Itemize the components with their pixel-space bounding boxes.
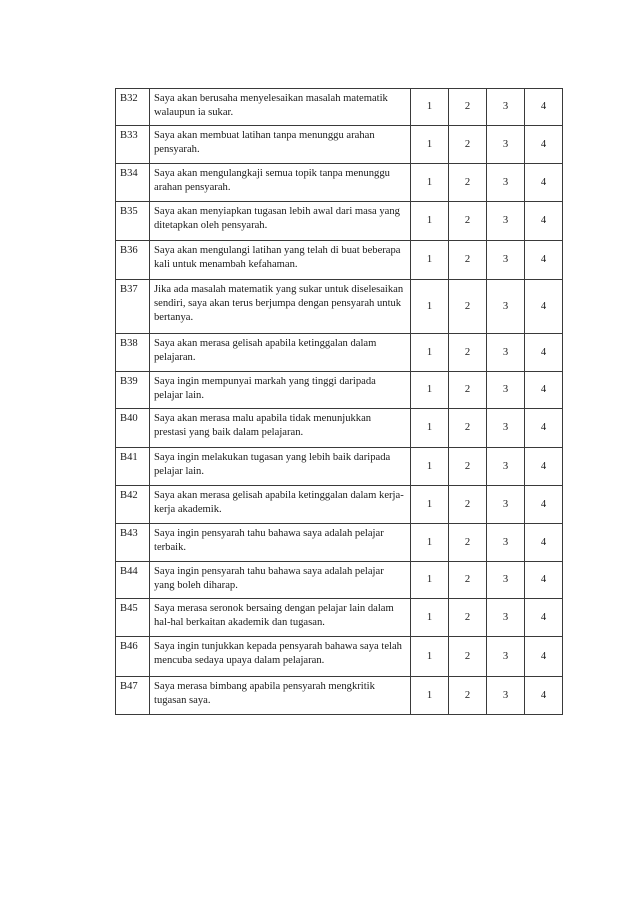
- item-statement: Saya akan mengulangkaji semua topik tanpa menunggu arahan pensyarah.: [150, 164, 411, 202]
- scale-option-1[interactable]: 1: [411, 89, 449, 126]
- item-statement: Saya akan merasa gelisah apabila ketinggalan dalam kerja-kerja akademik.: [150, 486, 411, 524]
- item-statement: Saya akan menyiapkan tugasan lebih awal dari masa yang ditetapkan oleh pensyarah.: [150, 202, 411, 241]
- table-row: [116, 164, 563, 202]
- scale-option-4[interactable]: 4: [525, 524, 563, 562]
- table-row: [116, 280, 563, 334]
- scale-option-1[interactable]: 1: [411, 448, 449, 486]
- item-code: B39: [116, 372, 150, 409]
- item-code: B36: [116, 241, 150, 280]
- scale-option-2[interactable]: 2: [449, 448, 487, 486]
- scale-option-2[interactable]: 2: [449, 89, 487, 126]
- table-row: [116, 524, 563, 562]
- scale-option-1[interactable]: 1: [411, 524, 449, 562]
- item-code: B34: [116, 164, 150, 202]
- item-statement: Saya merasa bimbang apabila pensyarah mengkritik tugasan saya.: [150, 677, 411, 715]
- item-code: B46: [116, 637, 150, 677]
- item-statement: Saya ingin pensyarah tahu bahawa saya adalah pelajar terbaik.: [150, 524, 411, 562]
- item-statement: Saya akan membuat latihan tanpa menunggu arahan pensyarah.: [150, 126, 411, 164]
- scale-option-2[interactable]: 2: [449, 562, 487, 599]
- item-statement: Saya ingin tunjukkan kepada pensyarah bahawa saya telah mencuba sedaya upaya dalam pelajaran.: [150, 637, 411, 677]
- scale-option-4[interactable]: 4: [525, 486, 563, 524]
- scale-option-4[interactable]: 4: [525, 241, 563, 280]
- questionnaire-table: [115, 88, 563, 715]
- scale-option-4[interactable]: 4: [525, 202, 563, 241]
- scale-option-3[interactable]: 3: [487, 448, 525, 486]
- scale-option-4[interactable]: 4: [525, 126, 563, 164]
- item-code: B38: [116, 334, 150, 372]
- scale-option-2[interactable]: 2: [449, 126, 487, 164]
- scale-option-3[interactable]: 3: [487, 334, 525, 372]
- table-row: [116, 409, 563, 448]
- scale-option-1[interactable]: 1: [411, 409, 449, 448]
- item-code: B43: [116, 524, 150, 562]
- scale-option-3[interactable]: 3: [487, 280, 525, 334]
- table-row: [116, 599, 563, 637]
- scale-option-2[interactable]: 2: [449, 599, 487, 637]
- scale-option-2[interactable]: 2: [449, 164, 487, 202]
- scale-option-3[interactable]: 3: [487, 372, 525, 409]
- item-code: B40: [116, 409, 150, 448]
- item-statement: Saya ingin pensyarah tahu bahawa saya adalah pelajar yang boleh diharap.: [150, 562, 411, 599]
- scale-option-1[interactable]: 1: [411, 562, 449, 599]
- scale-option-2[interactable]: 2: [449, 486, 487, 524]
- table-row: [116, 202, 563, 241]
- scale-option-1[interactable]: 1: [411, 202, 449, 241]
- scale-option-4[interactable]: 4: [525, 677, 563, 715]
- table-row: [116, 562, 563, 599]
- scale-option-1[interactable]: 1: [411, 334, 449, 372]
- scale-option-2[interactable]: 2: [449, 280, 487, 334]
- table-row: [116, 126, 563, 164]
- item-code: B42: [116, 486, 150, 524]
- item-statement: Jika ada masalah matematik yang sukar untuk diselesaikan sendiri, saya akan terus berjumpa dengan pensyarah untuk bertanya.: [150, 280, 411, 334]
- item-code: B41: [116, 448, 150, 486]
- scale-option-1[interactable]: 1: [411, 241, 449, 280]
- scale-option-2[interactable]: 2: [449, 637, 487, 677]
- scale-option-1[interactable]: 1: [411, 372, 449, 409]
- scale-option-4[interactable]: 4: [525, 334, 563, 372]
- item-code: B33: [116, 126, 150, 164]
- scale-option-3[interactable]: 3: [487, 677, 525, 715]
- scale-option-1[interactable]: 1: [411, 599, 449, 637]
- scale-option-4[interactable]: 4: [525, 448, 563, 486]
- item-statement: Saya akan merasa malu apabila tidak menunjukkan prestasi yang baik dalam pelajaran.: [150, 409, 411, 448]
- scale-option-1[interactable]: 1: [411, 637, 449, 677]
- item-statement: Saya ingin melakukan tugasan yang lebih baik daripada pelajar lain.: [150, 448, 411, 486]
- item-code: B47: [116, 677, 150, 715]
- item-code: B45: [116, 599, 150, 637]
- scale-option-2[interactable]: 2: [449, 241, 487, 280]
- scale-option-1[interactable]: 1: [411, 280, 449, 334]
- scale-option-1[interactable]: 1: [411, 126, 449, 164]
- scale-option-4[interactable]: 4: [525, 637, 563, 677]
- item-statement: Saya akan merasa gelisah apabila ketinggalan dalam pelajaran.: [150, 334, 411, 372]
- scale-option-4[interactable]: 4: [525, 409, 563, 448]
- scale-option-2[interactable]: 2: [449, 409, 487, 448]
- item-statement: Saya akan mengulangi latihan yang telah di buat beberapa kali untuk menambah kefahaman.: [150, 241, 411, 280]
- item-code: B32: [116, 89, 150, 126]
- scale-option-1[interactable]: 1: [411, 164, 449, 202]
- scale-option-2[interactable]: 2: [449, 372, 487, 409]
- item-code: B35: [116, 202, 150, 241]
- item-statement: Saya akan berusaha menyelesaikan masalah matematik walaupun ia sukar.: [150, 89, 411, 126]
- scale-option-3[interactable]: 3: [487, 486, 525, 524]
- scale-option-2[interactable]: 2: [449, 202, 487, 241]
- scale-option-4[interactable]: 4: [525, 599, 563, 637]
- scale-option-1[interactable]: 1: [411, 486, 449, 524]
- scale-option-4[interactable]: 4: [525, 164, 563, 202]
- scale-option-2[interactable]: 2: [449, 677, 487, 715]
- item-code: B37: [116, 280, 150, 334]
- table-row: [116, 637, 563, 677]
- table-row: [116, 372, 563, 409]
- table-row: [116, 334, 563, 372]
- scale-option-2[interactable]: 2: [449, 334, 487, 372]
- table-row: [116, 486, 563, 524]
- item-code: B44: [116, 562, 150, 599]
- scale-option-3[interactable]: 3: [487, 409, 525, 448]
- scale-option-4[interactable]: 4: [525, 280, 563, 334]
- table-row: [116, 448, 563, 486]
- scale-option-3[interactable]: 3: [487, 202, 525, 241]
- table-row: [116, 241, 563, 280]
- scale-option-3[interactable]: 3: [487, 562, 525, 599]
- scale-option-4[interactable]: 4: [525, 89, 563, 126]
- scale-option-4[interactable]: 4: [525, 372, 563, 409]
- scale-option-2[interactable]: 2: [449, 524, 487, 562]
- scale-option-1[interactable]: 1: [411, 677, 449, 715]
- scale-option-3[interactable]: 3: [487, 637, 525, 677]
- scale-option-3[interactable]: 3: [487, 599, 525, 637]
- scale-option-3[interactable]: 3: [487, 164, 525, 202]
- scale-option-3[interactable]: 3: [487, 524, 525, 562]
- scale-option-3[interactable]: 3: [487, 89, 525, 126]
- item-statement: Saya merasa seronok bersaing dengan pelajar lain dalam hal-hal berkaitan akademik dan tugasan.: [150, 599, 411, 637]
- item-statement: Saya ingin mempunyai markah yang tinggi daripada pelajar lain.: [150, 372, 411, 409]
- table-row: [116, 89, 563, 126]
- table-row: [116, 677, 563, 715]
- scale-option-3[interactable]: 3: [487, 126, 525, 164]
- scale-option-4[interactable]: 4: [525, 562, 563, 599]
- scale-option-3[interactable]: 3: [487, 241, 525, 280]
